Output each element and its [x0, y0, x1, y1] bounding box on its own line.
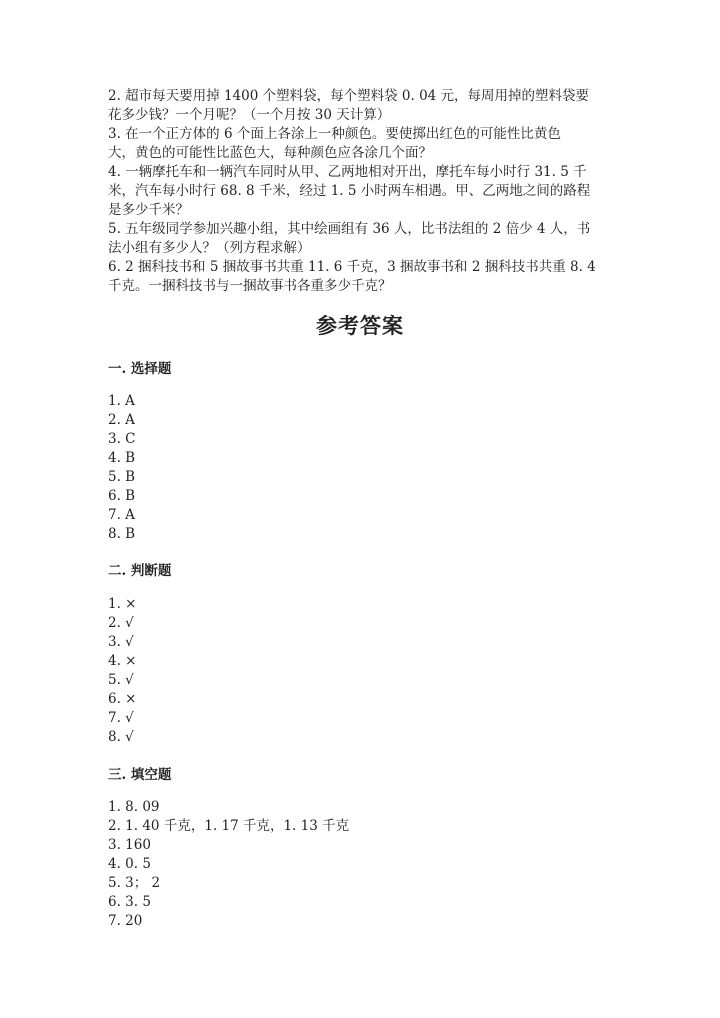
answer-item: 1. A — [108, 393, 135, 409]
question-3-line-2: 大，黄色的可能性比蓝色大，每种颜色应各涂几个面？ — [108, 145, 432, 161]
question-6-line-2: 千克。一捆科技书与一捆故事书各重多少千克？ — [108, 278, 392, 294]
answer-item: 3. C — [108, 431, 136, 447]
answer-item: 6. × — [108, 691, 137, 707]
question-2-line-1: 2. 超市每天要用掉 1400 个塑料袋，每个塑料袋 0. 04 元，每周用掉的塑料袋要 — [108, 88, 590, 104]
question-3-line-1: 3. 在一个正方体的 6 个面上各涂上一种颜色。要使掷出红色的可能性比黄色 — [108, 126, 561, 142]
answer-item: 5. B — [108, 469, 136, 485]
question-2-line-2: 花多少钱？一个月呢？（一个月按 30 天计算） — [108, 107, 391, 123]
question-6-line-1: 6. 2 捆科技书和 5 捆故事书共重 11. 6 千克，3 捆故事书和 2 捆科技书共重 8. 4 — [108, 259, 596, 275]
answer-item: 6. 3. 5 — [108, 894, 151, 910]
answers-title: 参考答案 — [316, 313, 404, 338]
choice-answers — [108, 392, 136, 544]
answer-item: 1. 8. 09 — [108, 799, 160, 815]
fill-blank-answers — [108, 798, 349, 931]
judgement-answers — [108, 595, 136, 747]
question-4-line-1: 4. 一辆摩托车和一辆汽车同时从甲、乙两地相对开出，摩托车每小时行 31. 5 千 — [108, 164, 587, 180]
section-heading-choice: 一. 选择题 — [108, 361, 172, 377]
answer-item: 3. √ — [108, 634, 134, 650]
section-heading-judgement: 二. 判断题 — [108, 563, 172, 579]
answer-item: 8. √ — [108, 729, 134, 745]
answer-item: 7. √ — [108, 710, 134, 726]
answer-item: 7. A — [108, 507, 135, 523]
answer-item: 3. 160 — [108, 837, 151, 853]
question-4-line-3: 是多少千米？ — [108, 202, 189, 218]
answer-item: 5. √ — [108, 672, 134, 688]
answer-item: 2. √ — [108, 615, 134, 631]
answer-item: 4. × — [108, 653, 137, 669]
answer-item: 6. B — [108, 488, 136, 504]
answer-item: 4. 0. 5 — [108, 856, 151, 872]
answer-item: 4. B — [108, 450, 136, 466]
answer-item: 1. × — [108, 596, 137, 612]
answer-item: 7. 20 — [108, 913, 143, 929]
question-5-line-1: 5. 五年级同学参加兴趣小组，其中绘画组有 36 人，比书法组的 2 倍少 4 人，书 — [108, 221, 591, 237]
question-4-line-2: 米，汽车每小时行 68. 8 千米，经过 1. 5 小时两车相遇。甲、乙两地之间的路程 — [108, 183, 591, 199]
answer-item: 8. B — [108, 526, 136, 542]
section-heading-fill-blank: 三. 填空题 — [108, 767, 172, 783]
answer-item: 2. A — [108, 412, 135, 428]
question-5-line-2: 法小组有多少人？（列方程求解） — [108, 240, 311, 256]
answer-item: 5. 3； 2 — [108, 875, 161, 891]
answer-item: 2. 1. 40 千克，1. 17 千克，1. 13 千克 — [108, 818, 350, 834]
questions-block — [108, 87, 596, 296]
